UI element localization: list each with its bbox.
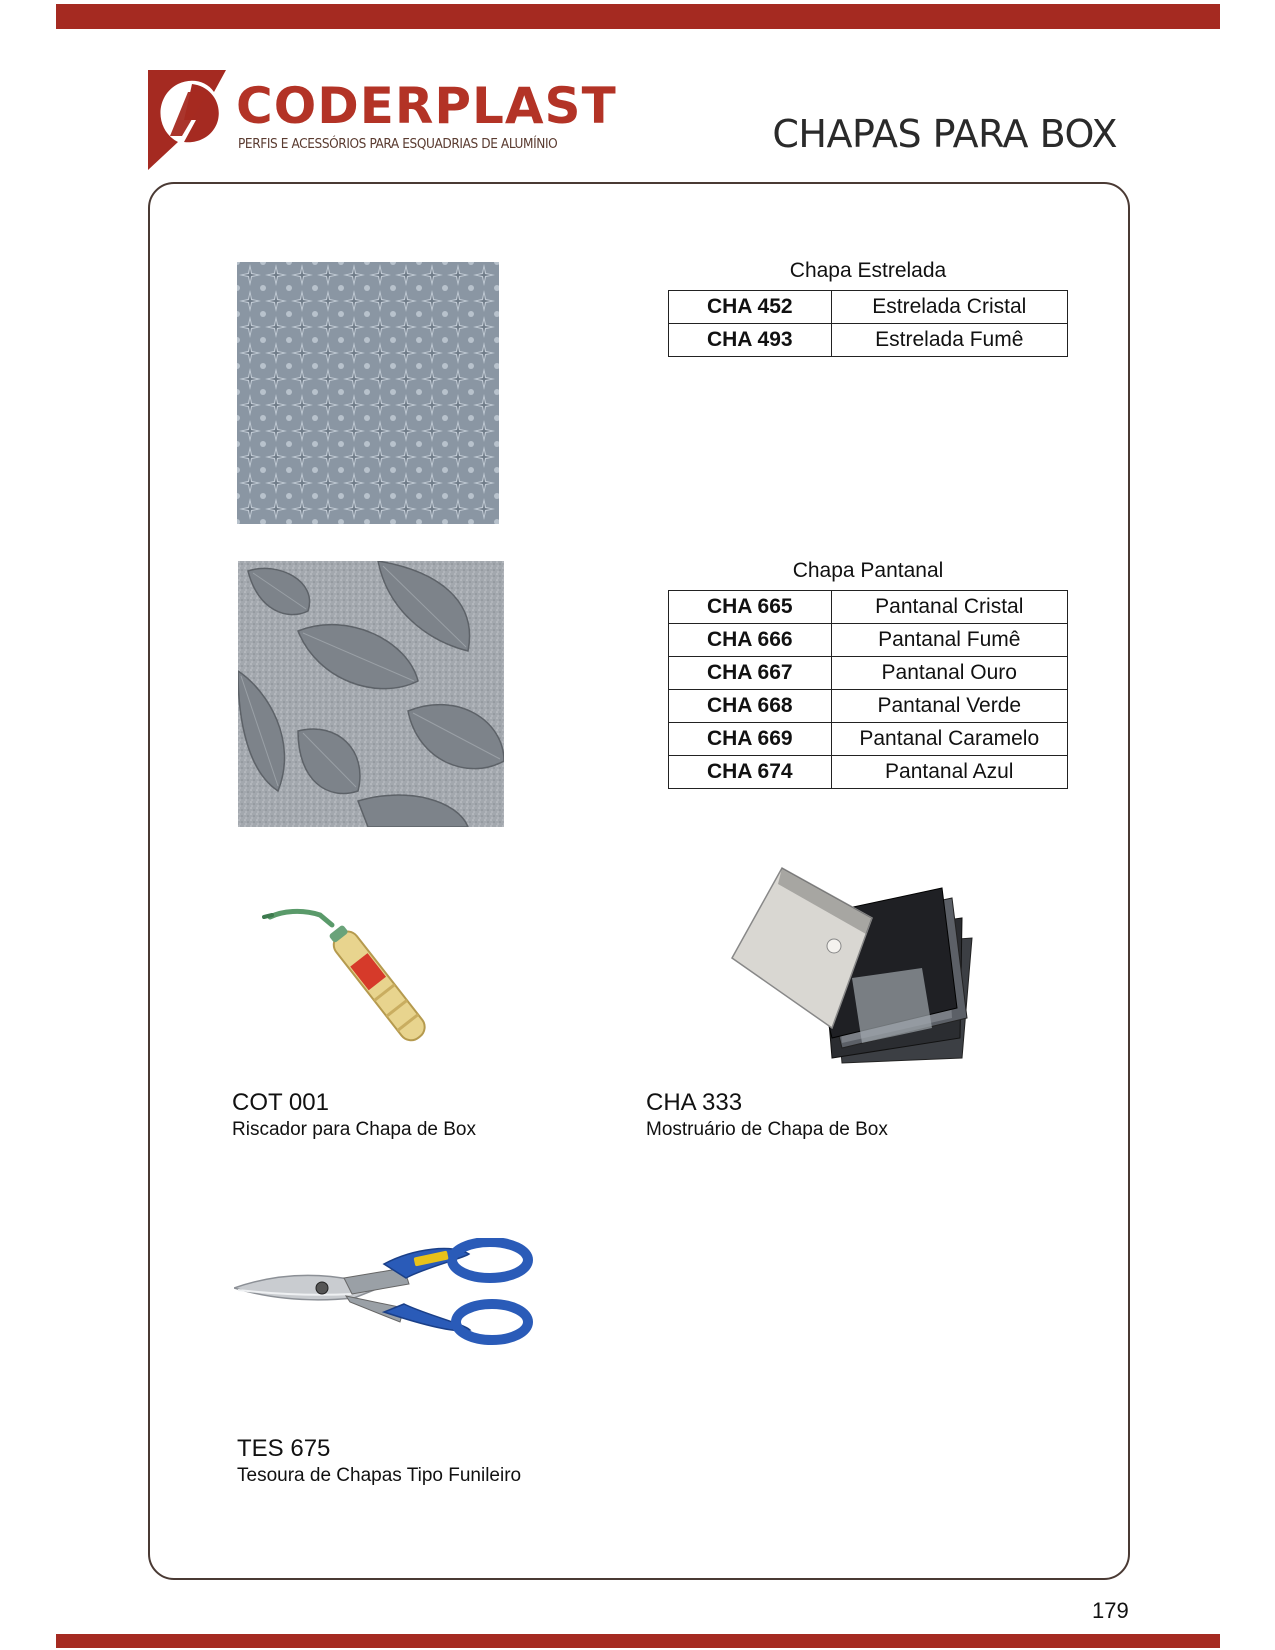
brand-logo [148, 70, 617, 170]
item-description: Tesoura de Chapas Tipo Funileiro [237, 1465, 522, 1486]
table-row [669, 756, 1068, 789]
product-code: CHA 452 [669, 291, 832, 324]
bottom-color-bar [56, 1634, 1220, 1648]
item-description: Mostruário de Chapa de Box [646, 1119, 888, 1140]
product-description: Pantanal Caramelo [831, 723, 1067, 756]
table-row [669, 591, 1068, 624]
item-code: COT 001 [232, 1089, 329, 1116]
estrelada-table-caption: Chapa Estrelada [789, 259, 947, 282]
table-row [669, 723, 1068, 756]
product-code: CHA 665 [669, 591, 832, 624]
page-title: CHAPAS PARA BOX [772, 112, 1117, 156]
glass-scriber-tool-image [262, 895, 452, 1045]
table-row [669, 624, 1068, 657]
table-row [669, 324, 1068, 357]
product-code: CHA 493 [669, 324, 832, 357]
brand-logo-mark-icon [148, 70, 226, 170]
top-color-bar [56, 4, 1220, 29]
product-description: Pantanal Azul [831, 756, 1067, 789]
brand-name: CODERPLAST [236, 77, 617, 135]
item-code: TES 675 [237, 1435, 331, 1462]
product-description: Pantanal Cristal [831, 591, 1067, 624]
product-description: Pantanal Verde [831, 690, 1067, 723]
tin-snips-image [234, 1238, 534, 1358]
estrelada-table [668, 290, 1068, 357]
product-code: CHA 668 [669, 690, 832, 723]
estrelada-glass-texture-image [237, 262, 499, 524]
product-description: Estrelada Fumê [831, 324, 1067, 357]
table-row [669, 291, 1068, 324]
product-description: Pantanal Fumê [831, 624, 1067, 657]
page-number: 179 [1092, 1598, 1129, 1623]
pantanal-table [668, 590, 1068, 789]
pantanal-leaf-glass-texture-image [238, 561, 504, 827]
product-code: CHA 674 [669, 756, 832, 789]
item-code: CHA 333 [646, 1089, 743, 1116]
table-row [669, 657, 1068, 690]
product-code: CHA 666 [669, 624, 832, 657]
product-code: CHA 667 [669, 657, 832, 690]
item-description: Riscador para Chapa de Box [232, 1119, 476, 1140]
glass-sample-fan-image [722, 858, 982, 1068]
product-description: Estrelada Cristal [831, 291, 1067, 324]
product-description: Pantanal Ouro [831, 657, 1067, 690]
brand-tagline: PERFIS E ACESSÓRIOS PARA ESQUADRIAS DE ALUMÍNIO [238, 136, 558, 152]
product-code: CHA 669 [669, 723, 832, 756]
pantanal-table-caption: Chapa Pantanal [792, 559, 944, 582]
table-row [669, 690, 1068, 723]
